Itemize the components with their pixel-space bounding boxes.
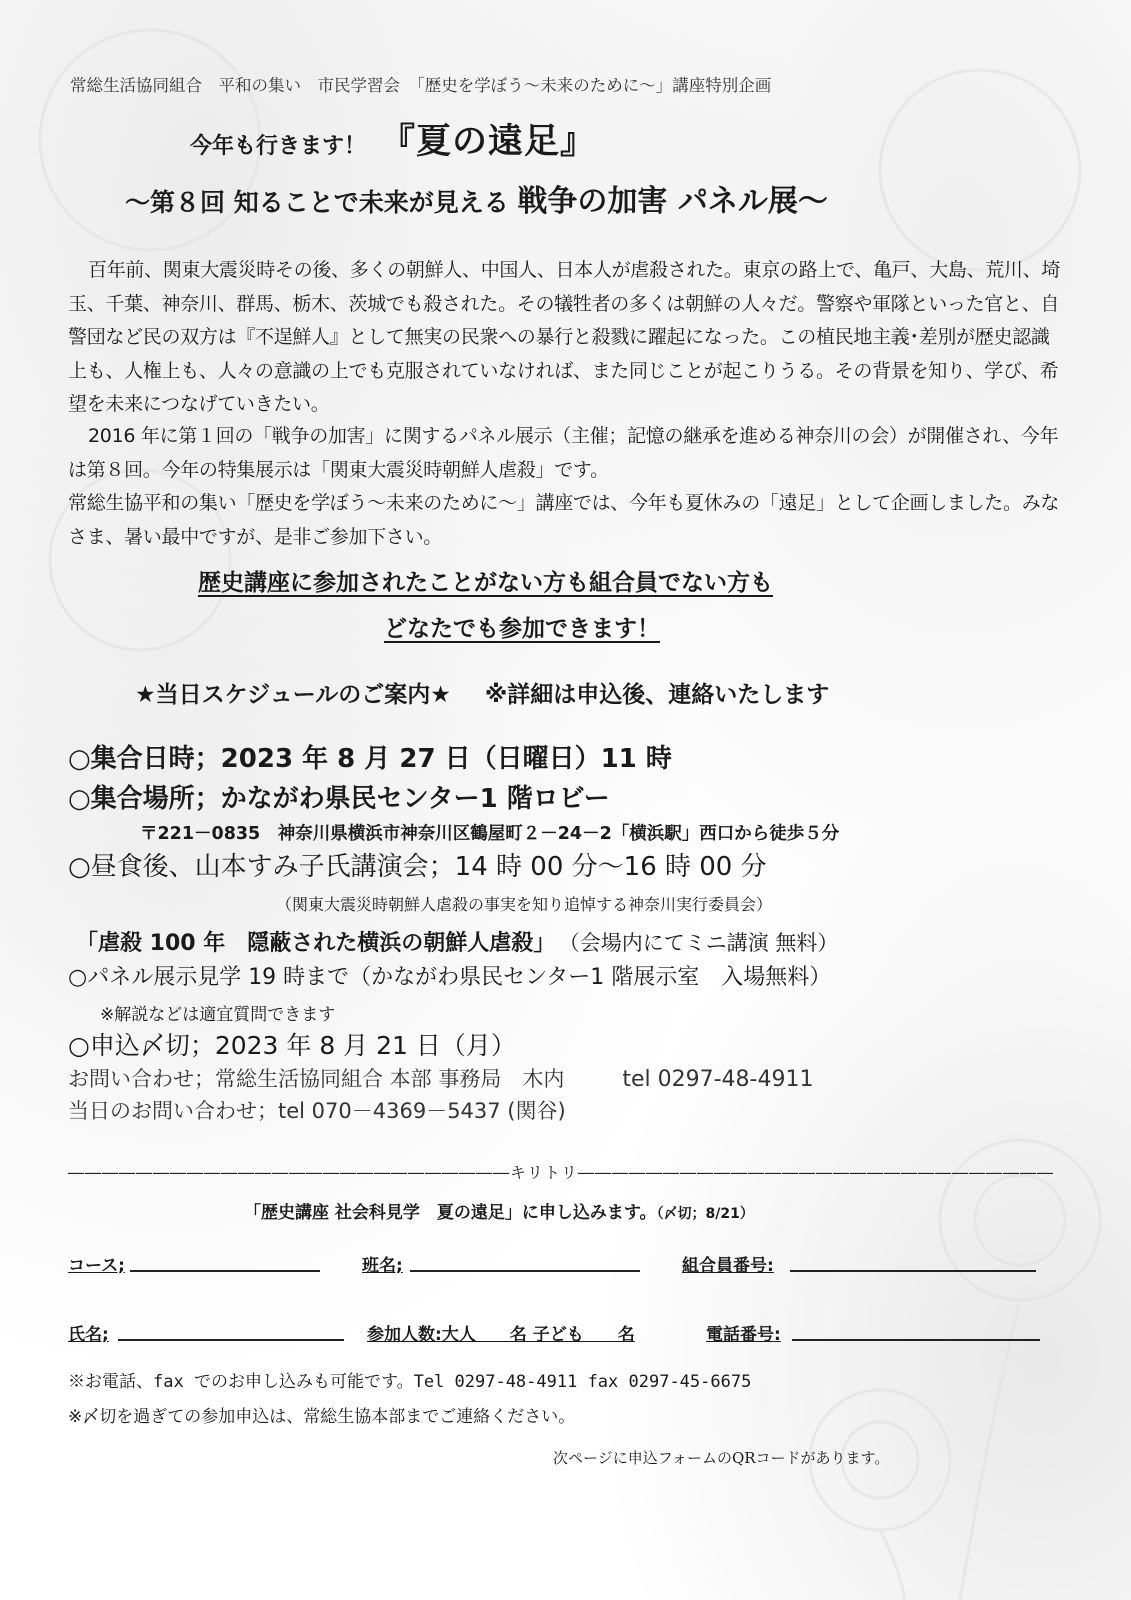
body-paragraph-3: 常総生協平和の集い「歴史を学ぼう～未来のために～」講座では、今年も夏休みの「遠足」として企画しました。みなさま、暑い最中ですが、是非ご参加下さい。 <box>68 492 1060 548</box>
name-field[interactable] <box>118 1339 344 1341</box>
lecture-organizer: （関東大震災時朝鮮人虐殺の事実を知り追悼する神奈川実行委員会） <box>276 895 773 914</box>
phone-field[interactable] <box>792 1339 1040 1341</box>
lecture-note: （会場内にてミニ講演 無料） <box>569 931 839 955</box>
schedule-note: ※詳細は申込後、連絡いたします <box>484 682 830 708</box>
subtitle-prefix: ～第８回 知ることで未来が見える <box>125 188 518 217</box>
organizer-line: 常総生活協同組合 平和の集い 市民学習会 「歴史を学ぼう～未来のために～」講座特別企画 <box>70 76 772 95</box>
member-number-field[interactable] <box>790 1270 1036 1272</box>
group-field[interactable] <box>410 1270 640 1272</box>
cut-line: ――――――――――――――――――――――――――キリトリ―――――――――――――――――――――――――――― <box>68 1163 1055 1182</box>
member-number-label: 組合員番号: <box>682 1256 774 1276</box>
body-paragraph-1: 百年前、関東大震災時その後、多くの朝鮮人、中国人、日本人が虐殺された。東京の路上で、亀戸、大島、荒川、埼玉、千葉、神奈川、群馬、栃木、茨城でも殺された。その犠牲者の多くは朝鮮の人々だ。警察や軍隊といった官と、自警団など民の双方は『不逞鮮人』として無実の民衆への暴行と殺戮に躍起になった。この植民地主義･差別が歴史認識上も、人権上も、人々の意識の上でも克服されていなければ、また同じことが起こりうる。その背景を知り、学び、希望を未来につなげていきたい。 <box>68 259 1061 415</box>
deadline: ○申込〆切；2023 年 8 月 21 日（月） <box>68 1031 516 1060</box>
contact-text: お問い合わせ；常総生活協同組合 本部 事務局 木内 <box>68 1067 565 1091</box>
meeting-place: ○集合場所；かながわ県民センター1 階ロビー <box>68 784 610 814</box>
title-main: 『夏の遠足』 <box>380 122 597 162</box>
day-contact: 当日のお問い合わせ；tel 070－4369－5437 (関谷) <box>68 1099 566 1123</box>
contact-line <box>68 1063 813 1093</box>
meeting-datetime: ○集合日時；2023 年 8 月 27 日（日曜日）11 時 <box>68 744 672 774</box>
schedule-heading <box>135 676 829 709</box>
meeting-address: 〒221－0835 神奈川県横浜市神奈川区鶴屋町２－24－2「横浜駅」西口から徒歩５分 <box>140 824 840 844</box>
footer-note-2: ※〆切を過ぎての参加申込は、常総生協本部までご連絡ください。 <box>68 1407 576 1427</box>
highlight-line-1: 歴史講座に参加されたことがない方も組合員でない方も <box>198 570 773 596</box>
apply-text: 「歴史講座 社会科見学 夏の遠足」に申し込みます。 <box>244 1203 657 1223</box>
lecture-time: ○昼食後、山本すみ子氏講演会；14 時 00 分～16 時 00 分 <box>68 852 767 882</box>
apply-deadline: （〆切；8/21） <box>656 1206 754 1222</box>
panel-note: ※解説などは適宜質問できます <box>100 1005 336 1025</box>
apply-line <box>244 1198 754 1223</box>
footer-note-1: ※お電話、fax でのお申し込みも可能です。Tel 0297-48-4911 fax 0297-45-6675 <box>68 1372 752 1392</box>
page-title <box>190 114 596 164</box>
highlight-line-2: どなたでも参加できます！ <box>384 616 660 642</box>
course-label: コース; <box>68 1256 125 1276</box>
lecture-title-line <box>76 926 838 957</box>
name-label: 氏名; <box>68 1325 109 1345</box>
schedule-title: ★当日スケジュールのご案内★ <box>135 682 451 708</box>
footer-note-3: 次ページに申込フォームのQRコードがあります。 <box>553 1449 890 1467</box>
panel-visit: ○パネル展示見学 19 時まで（かながわ県民センター1 階展示室 入場無料） <box>68 965 832 990</box>
title-lead: 今年も行きます！ <box>190 134 367 159</box>
page-subtitle <box>125 176 828 220</box>
participants-label: 参加人数:大人 名 子ども 名 <box>367 1325 635 1345</box>
contact-tel: tel 0297-48-4911 <box>622 1067 814 1092</box>
group-label: 班名; <box>362 1256 403 1276</box>
phone-label: 電話番号: <box>706 1325 781 1345</box>
body-paragraph-2: 2016 年に第１回の「戦争の加害」に関するパネル展示（主催；記憶の継承を進める神奈川の会）が開催され、今年は第８回。今年の特集展示は「関東大震災時朝鮮人虐殺」です。 <box>68 425 1059 481</box>
course-field[interactable] <box>130 1270 320 1272</box>
subtitle-main: 戦争の加害 パネル展～ <box>517 184 828 219</box>
lecture-title: 「虐殺 100 年 隠蔽された横浜の朝鮮人虐殺」 <box>76 931 556 956</box>
